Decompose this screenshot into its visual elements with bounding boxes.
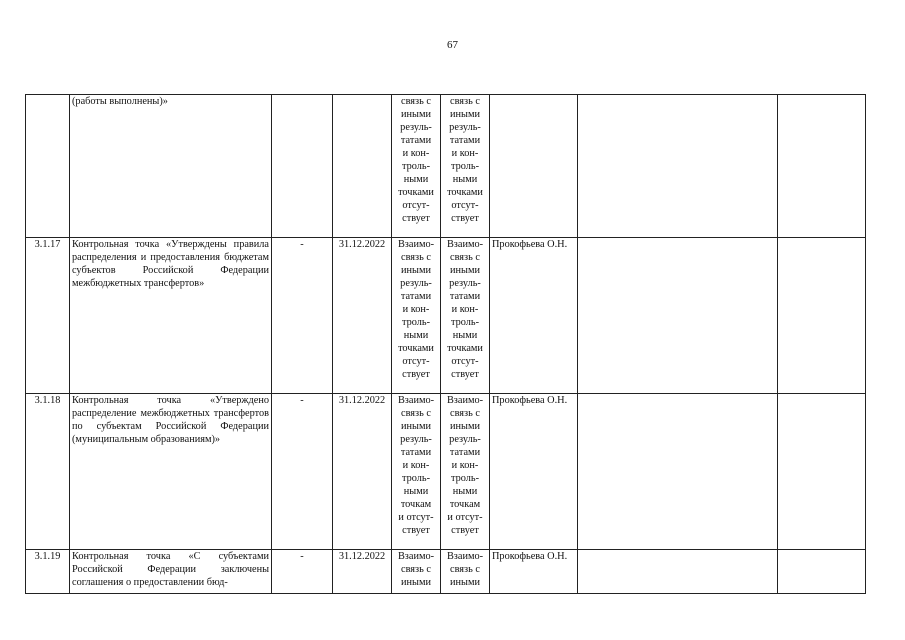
notes <box>778 95 866 238</box>
cell-line: резуль- <box>449 278 481 289</box>
cell-line: троль- <box>401 473 431 484</box>
notes <box>778 394 866 550</box>
cell-line: Взаимо- <box>397 239 435 250</box>
responsible: Прокофьева О.Н. <box>490 238 578 394</box>
cell-line: связь с <box>401 96 431 107</box>
cell-line: ствует <box>402 369 430 380</box>
cell-line: ствует <box>402 213 430 224</box>
cell-line: связь с <box>450 408 480 419</box>
cell-line: иными <box>401 265 431 276</box>
responsible: Прокофьева О.Н. <box>490 550 578 594</box>
cell-line: связь с <box>450 96 480 107</box>
relation-previous <box>392 238 441 394</box>
cell-line: Взаимо- <box>397 551 435 562</box>
relation-previous <box>392 95 441 238</box>
cell-line: точками <box>447 343 483 354</box>
table-row <box>26 550 866 594</box>
row-title: Контрольная точка «Утверждены правила распределения и предоставления бюджетам субъектов Российской Федерации межбюджетных трансфертов» <box>70 238 272 394</box>
cell-line: иными <box>401 577 431 588</box>
cell-line: татами <box>400 447 432 458</box>
cell-line: ствует <box>451 525 479 536</box>
cell-line: отсут- <box>451 200 479 211</box>
notes <box>778 238 866 394</box>
relation-next <box>441 394 490 550</box>
table-row <box>26 95 866 238</box>
cell-line: ными <box>403 330 429 341</box>
page-number: 67 <box>447 39 458 51</box>
cell-line: точками <box>447 187 483 198</box>
cell-line: ствует <box>402 525 430 536</box>
row-number <box>26 95 70 238</box>
plan-table <box>25 94 866 594</box>
cell-line: и кон- <box>402 148 430 159</box>
cell-line: Взаимо- <box>446 551 484 562</box>
row-title: (работы выполнены)» <box>70 95 272 238</box>
cell-line: иными <box>450 109 480 120</box>
cell-line: татами <box>400 291 432 302</box>
cell-line: связь с <box>450 252 480 263</box>
cell-line: татами <box>449 135 481 146</box>
start-date <box>272 95 333 238</box>
cell-line: иными <box>401 109 431 120</box>
cell-line: Взаимо- <box>446 395 484 406</box>
cell-line: отсут- <box>402 356 430 367</box>
relation-next <box>441 550 490 594</box>
cell-line: резуль- <box>400 122 432 133</box>
end-date: 31.12.2022 <box>333 394 392 550</box>
cell-line: и кон- <box>402 460 430 471</box>
cell-line: резуль- <box>400 278 432 289</box>
cell-line: резуль- <box>400 434 432 445</box>
info-system <box>578 95 778 238</box>
end-date <box>333 95 392 238</box>
cell-line: иными <box>401 421 431 432</box>
cell-line: резуль- <box>449 434 481 445</box>
cell-line: ными <box>403 486 429 497</box>
cell-line: и кон- <box>451 304 479 315</box>
relation-previous <box>392 394 441 550</box>
cell-line: ными <box>452 174 478 185</box>
cell-line: троль- <box>401 317 431 328</box>
info-system <box>578 238 778 394</box>
responsible <box>490 95 578 238</box>
cell-line: точками <box>398 187 434 198</box>
cell-line: ными <box>452 330 478 341</box>
relation-previous <box>392 550 441 594</box>
cell-line: точкам <box>449 499 481 510</box>
start-date: - <box>272 394 333 550</box>
row-number: 3.1.18 <box>26 394 70 550</box>
cell-line: татами <box>449 447 481 458</box>
table-row <box>26 238 866 394</box>
cell-line: и кон- <box>451 460 479 471</box>
cell-line: и кон- <box>402 304 430 315</box>
cell-line: троль- <box>450 317 480 328</box>
cell-line: точками <box>398 343 434 354</box>
cell-line: татами <box>449 291 481 302</box>
cell-line: ствует <box>451 213 479 224</box>
cell-line: и отсут- <box>398 512 434 523</box>
info-system <box>578 394 778 550</box>
cell-line: и отсут- <box>447 512 483 523</box>
relation-next <box>441 95 490 238</box>
relation-next <box>441 238 490 394</box>
start-date: - <box>272 550 333 594</box>
cell-line: троль- <box>450 161 480 172</box>
end-date: 31.12.2022 <box>333 238 392 394</box>
cell-line: и кон- <box>451 148 479 159</box>
cell-line: связь с <box>401 252 431 263</box>
cell-line: отсут- <box>402 200 430 211</box>
cell-line: Взаимо- <box>446 239 484 250</box>
info-system <box>578 550 778 594</box>
responsible: Прокофьева О.Н. <box>490 394 578 550</box>
cell-line: связь с <box>401 564 431 575</box>
table-row <box>26 394 866 550</box>
cell-line: троль- <box>401 161 431 172</box>
cell-line: иными <box>450 421 480 432</box>
cell-line: иными <box>450 577 480 588</box>
cell-line: татами <box>400 135 432 146</box>
cell-line: связь с <box>450 564 480 575</box>
cell-line: точкам <box>400 499 432 510</box>
row-number: 3.1.17 <box>26 238 70 394</box>
start-date: - <box>272 238 333 394</box>
row-title: Контрольная точка «С субъектами Российской Федерации заключены соглашения о предоставлении бюд- <box>70 550 272 594</box>
cell-line: ными <box>452 486 478 497</box>
cell-line: ными <box>403 174 429 185</box>
row-title: Контрольная точка «Утверждено распределение межбюджетных трансфертов по субъектам Российской Федерации (муниципальным образованиям)» <box>70 394 272 550</box>
cell-line: ствует <box>451 369 479 380</box>
cell-line: троль- <box>450 473 480 484</box>
cell-line: связь с <box>401 408 431 419</box>
cell-line: резуль- <box>449 122 481 133</box>
notes <box>778 550 866 594</box>
cell-line: Взаимо- <box>397 395 435 406</box>
cell-line: отсут- <box>451 356 479 367</box>
cell-line: иными <box>450 265 480 276</box>
row-number: 3.1.19 <box>26 550 70 594</box>
end-date: 31.12.2022 <box>333 550 392 594</box>
